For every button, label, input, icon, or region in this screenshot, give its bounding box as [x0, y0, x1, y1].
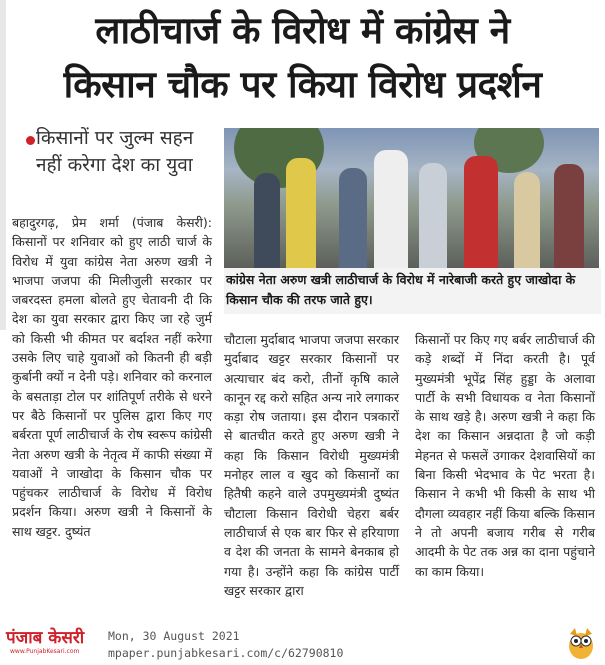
headline	[0, 4, 605, 112]
photo-caption: कांग्रेस नेता अरुण खत्री लाठीचार्ज के विरोध में नारेबाजी करते हुए जाखोदा के किसान चौक की तरफ जाते हुए।	[224, 268, 601, 314]
bullet-icon	[26, 136, 35, 145]
article-column-2: चौटाला मुर्दाबाद भाजपा जजपा सरकार मुर्दाबाद खट्टर सरकार किसानों पर अत्याचार बंद करो, तीनों कृषि काले कानून रद्द करो सहित अन्य नारे लगाकर कड़ा रोष जताया। इस दौरान पत्रकारों से बातचीत करते हुए अरुण खत्री ने कहा कि किसान विरोधी मुख्यमंत्री मनोहर लाल व खुद को किसानों का हितैषी कहने वाले उपमुख्यमंत्री दुष्यंत चौटाला किसान विरोधी चेहरा बर्बर लाठीचार्ज से एक बार फिर से हरियाणा व देश की जनता के सामने बेनकाब हो गया है। उन्होंने कहा कि कांग्रेस पार्टी खट्टर सरकार द्वारा	[224, 332, 399, 598]
punjab-kesari-logo[interactable]	[6, 628, 102, 656]
news-photo	[224, 128, 599, 268]
kicker-subhead: किसानों पर जुल्म सहन नहीं करेगा देश का युवा	[36, 127, 194, 176]
footer	[0, 622, 605, 665]
article-column-3: किसानों पर किए गए बर्बर लाठीचार्ज की कड़े शब्दों में निंदा करती है। पूर्व मुख्यमंत्री भूपेंद्र सिंह हुड्डा के अलावा पार्टी के सभी विधायक व नेता किसानों के साथ खड़े है। अरुण खत्री ने कहा कि देश का किसान अन्नदाता है जो कड़ी मेहनत से फसलें उगाकर देशवासियों का बिना किसी भेदभाव के पेट भरता है। किसान ने कभी भी किसी के साथ भी दौगला व्यवहार नहीं किया बल्कि किसान ने तो अपनी बजाय गरीब से गरीब आदमी के पेट तक अन्न का दाना पहुंचाने का काम किया।	[415, 332, 595, 579]
logo-text: पंजाब केसरी	[6, 628, 85, 648]
logo-subtext: www.PunjabKesari.com	[10, 648, 80, 655]
headline-line-2: किसान चौक पर किया विरोध प्रदर्शन	[63, 63, 542, 106]
edition-date: Mon, 30 August 2021	[108, 629, 240, 643]
edition-url[interactable]: mpaper.punjabkesari.com/c/62790810	[108, 646, 344, 660]
headline-line-1: लाठीचार्ज के विरोध में कांग्रेस ने	[95, 9, 510, 52]
article-column-1: बहादुरगढ़, प्रेम शर्मा (पंजाब केसरी): किसानों पर शनिवार को हुए लाठी चार्ज के विरोध में युवा कांग्रेस नेता अरुण खत्री ने भाजपा जजपा की मिलीजुली सरकार पर जबरदस्त हमला बोलते हुए चेतावनी दी कि देश का युवा सरकार द्वारा किए जा रहे जुर्म को किसी भी कीमत पर बर्दाश्त नहीं करेगा उसके लिए चाहे युवाओं को कितनी ही बड़ी कुर्बानी क्यों न देनी पड़े। शनिवार को करनाल के बसताड़ा टोल पर शांतिपूर्ण तरीके से धरने पर बैठे किसानों पर पुलिस द्वारा किए गए बर्बरता पूर्ण लाठीचार्ज के रोष स्वरूप कांग्रेसी नेता अरुण खत्री के नेतृत्व में काफी संख्या में यवाओं ने जाखोदा के किसान चौक पर पहुंचकर लाठीचार्ज के विरोध में विरोध प्रदर्शन किया। अरुण खत्री ने किसानों के साथ खट्टर. दुष्यंत	[12, 215, 212, 539]
owl-icon[interactable]	[567, 626, 595, 660]
